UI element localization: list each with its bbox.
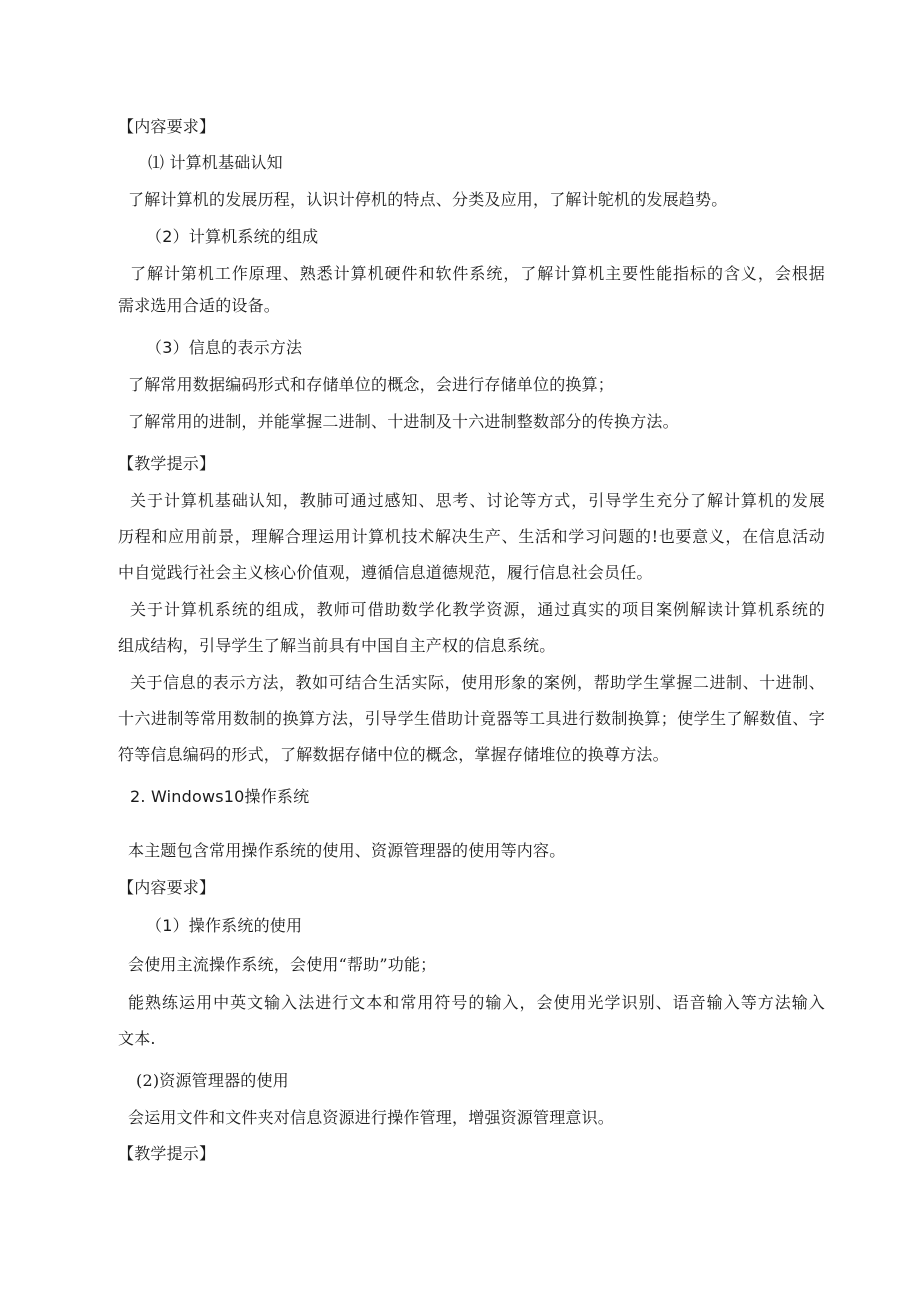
item-title-computer-basics: ⑴ 计算机基础认知	[148, 153, 283, 172]
paragraph-text: 关于信息的表示方法，教如可结合生活实际，使用形象的案例，帮助学生掌握二进制、十进制、	[130, 673, 825, 692]
paragraph-text: 十六进制等常用数制的换算方法，引导学生借助计竟器等工具进行数制换算；使学生了解数值、字	[118, 709, 825, 728]
paragraph-text: 关于计算机系统的组成，教师可借助数学化教学资源，通过真实的项目案例解读计算机系统的	[130, 600, 825, 619]
item-title-information-representation: （3）信息的表示方法	[146, 338, 303, 357]
item-title-computer-system: （2）计算机系统的组成	[146, 227, 319, 246]
paragraph-text: 关于计算机基础认知，教肺可通过感知、思考、讨论等方式，引导学生充分了解计算机的发展	[130, 491, 825, 510]
section-heading-content-requirements: 【内容要求】	[118, 117, 216, 136]
paragraph-text: 了解计算机的发展历程，认识计停机的特点、分类及应用，了解计鸵机的发展趋势。	[128, 190, 728, 209]
paragraph-text: 了解常用数据编码形式和存储单位的概念，会进行存储单位的换算；	[128, 375, 615, 394]
paragraph-text: 会使用主流操作系统，会使用“帮助”功能；	[128, 955, 437, 974]
item-title-os-usage: （1）操作系统的使用	[146, 916, 303, 935]
paragraph-text: 符等信息编码的形式，了解数据存储中位的概念，掌握存储堆位的换尊方法。	[118, 745, 669, 764]
item-title-resource-manager: (2)资源管理器的使用	[136, 1071, 289, 1090]
section-heading-teaching-tips: 【教学提示】	[118, 1144, 216, 1163]
paragraph-text: 历程和应用前景，理解合理运用计算机技术解决生产、生活和学习问题的!也要意义，在信息活动	[118, 527, 825, 546]
topic-title-windows10: 2. Windows10操作系统	[130, 787, 310, 806]
section-heading-content-requirements: 【内容要求】	[118, 878, 216, 897]
paragraph-text: 了解计第机工作原理、熟悉计算机硬件和软件系统，了解计算机主要性能指标的含义，会根据	[130, 264, 825, 283]
paragraph-text: 能熟练运用中英文输入法进行文本和常用符号的输入，会使用光学识别、语音输入等方法输入	[128, 993, 825, 1012]
paragraph-text: 会运用文件和文件夹对信息资源进行操作管理，增强资源管理意识。	[128, 1108, 615, 1127]
section-heading-teaching-tips: 【教学提示】	[118, 454, 216, 473]
paragraph-text: 组成结构，引导学生了解当前具有中国自主产权的信息系统。	[118, 636, 556, 655]
paragraph-text: 中自觉践行社会主义核心价值观，遵循信息道德规范，履行信息社会员任。	[118, 563, 653, 582]
paragraph-text: 本主题包含常用操作系统的使用、资源管理器的使用等内容。	[128, 841, 566, 860]
paragraph-text: 需求选用合适的设备。	[118, 296, 281, 315]
paragraph-text: 了解常用的进制，并能掌握二进制、十进制及十六进制整数部分的传换方法。	[128, 412, 679, 431]
paragraph-text: 文本.	[118, 1029, 156, 1048]
